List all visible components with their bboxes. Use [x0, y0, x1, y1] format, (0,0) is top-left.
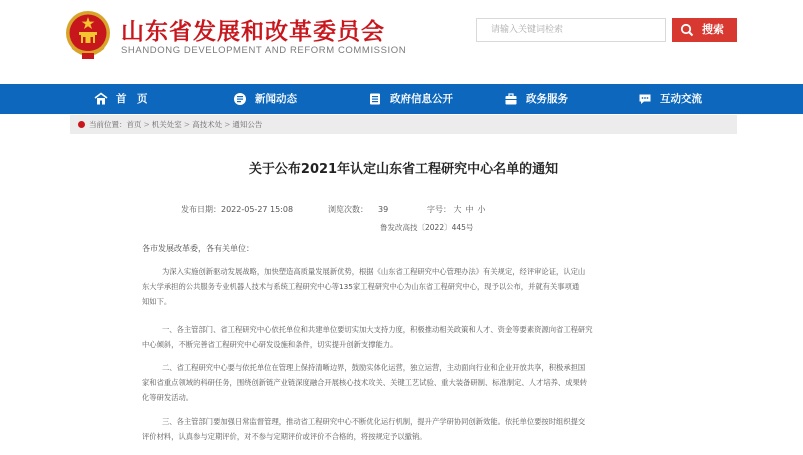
paragraph-line: 三、各主管部门要加强日常监督管理，推动省工程研究中心不断优化运行机制，提升产学研协同创新效能。依托单位要按时组织提交 — [162, 417, 586, 426]
paragraph-line: 一、各主管部门、省工程研究中心依托单位和共建单位要切实加大支持力度，积极推动相关政策和人才、资金等要素资源向省工程研究 — [162, 325, 593, 334]
font-size-switcher — [427, 204, 490, 215]
breadcrumb-notices[interactable]: 通知公告 — [232, 120, 263, 129]
breadcrumb-home[interactable]: 首页 — [126, 120, 142, 129]
breadcrumb-separator: > — [183, 120, 191, 129]
publish-label: 发布日期： — [181, 205, 221, 214]
breadcrumb-prefix: 当前位置： — [89, 120, 127, 129]
breadcrumb-hightech[interactable]: 高技术处 — [192, 120, 223, 129]
breadcrumb-bar — [70, 115, 737, 134]
info-public-icon — [368, 92, 382, 106]
document-number: 鲁发改高技〔2022〕445号 — [380, 223, 474, 232]
paragraph-line: 东大学承担的公共服务专业机器人技术与系统工程研究中心等135家工程研究中心为山东省工程研究中心，现予以公布，并就有关事项通 — [142, 282, 580, 291]
font-size-small[interactable]: 小 — [477, 205, 486, 214]
search-button[interactable] — [672, 18, 737, 42]
views-value: 39 — [378, 205, 389, 214]
news-icon — [233, 92, 247, 106]
search-button-label: 搜索 — [702, 23, 724, 36]
main-nav — [0, 84, 803, 114]
site-header — [0, 0, 803, 84]
home-icon — [94, 92, 108, 106]
view-count — [328, 204, 388, 215]
paragraph-line: 家和省重点领域的科研任务，围绕创新链产业链深度融合开展核心技术攻关、关键工艺试验、重大装备研制、标准制定、人才培养、成果转 — [142, 378, 588, 387]
site-title: 山东省发展和改革委员会 — [121, 19, 385, 45]
search-input[interactable] — [476, 18, 666, 42]
paragraph-item-2 — [142, 360, 672, 405]
nav-label: 新闻动态 — [255, 93, 297, 105]
nav-label: 政府信息公开 — [390, 93, 453, 105]
nav-label: 首 页 — [116, 93, 148, 105]
article — [70, 134, 737, 455]
paragraph-line: 知如下。 — [142, 297, 172, 306]
article-title: 关于公布2021年认定山东省工程研究中心名单的通知 — [248, 162, 559, 177]
paragraph-line: 二、省工程研究中心要与依托单位在管理上保持清晰边界，鼓励实体化运营，独立运营，主动面向行业和企业开放共享，积极承担国 — [162, 363, 586, 372]
salutation: 各市发展改革委，各有关单位： — [142, 244, 254, 253]
breadcrumb-departments[interactable]: 机关处室 — [151, 120, 182, 129]
paragraph-line: 评价材料，认真参与定期评价，对不参与定期评价或评价不合格的，将按规定予以撤销。 — [142, 432, 427, 441]
publish-date-value: 2022-05-27 15:08 — [221, 205, 294, 214]
views-label: 浏览次数： — [328, 205, 368, 214]
site-subtitle: SHANDONG DEVELOPMENT AND REFORM COMMISSION — [121, 45, 407, 56]
paragraph-line: 化等研发活动。 — [142, 393, 194, 402]
national-emblem-icon — [64, 9, 112, 61]
breadcrumb — [78, 115, 262, 134]
publish-date — [181, 204, 293, 215]
service-icon — [504, 92, 518, 106]
paragraph-item-1 — [142, 322, 672, 352]
paragraph-line: 中心倾斜，不断完善省工程研究中心研发设施和条件，切实提升创新支撑能力。 — [142, 340, 398, 349]
paragraph-intro — [142, 264, 672, 309]
font-label: 字号： — [427, 205, 451, 214]
paragraph-item-3 — [142, 414, 672, 444]
breadcrumb-separator: > — [224, 120, 231, 129]
nav-label: 互动交流 — [660, 93, 702, 105]
font-size-large[interactable]: 大 — [453, 205, 462, 214]
font-size-medium[interactable]: 中 — [465, 205, 474, 214]
breadcrumb-separator: > — [143, 120, 150, 129]
nav-label: 政务服务 — [526, 93, 568, 105]
search-icon — [680, 23, 694, 37]
chat-icon — [638, 92, 652, 106]
paragraph-line: 为深入实施创新驱动发展战略，加快塑造高质量发展新优势，根据《山东省工程研究中心管理办法》有关规定，经评审论证，认定山 — [162, 267, 586, 276]
location-pin-icon — [78, 121, 85, 128]
